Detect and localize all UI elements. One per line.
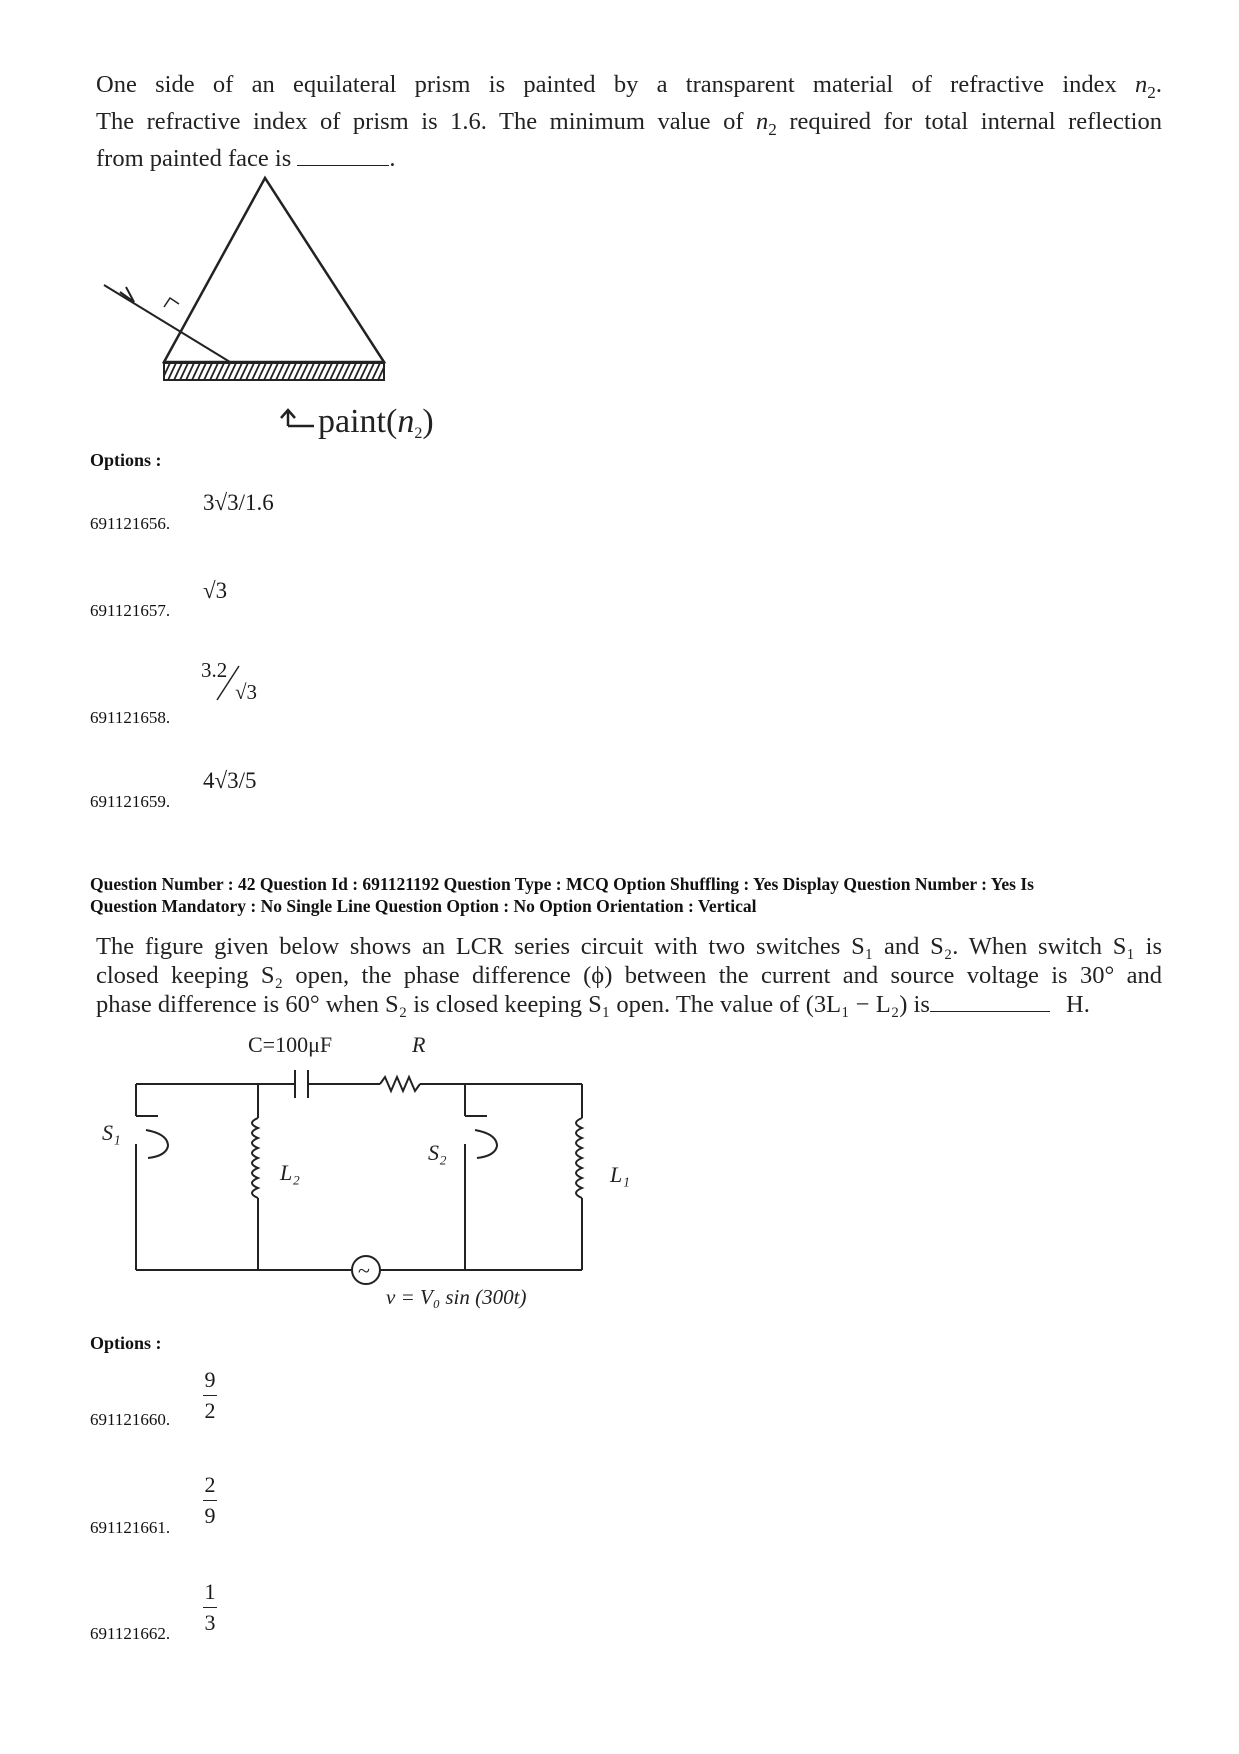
q42-option-3-id: 691121662. [90, 1624, 171, 1643]
l2-label: L₂ [280, 1160, 300, 1185]
q41-text [96, 70, 1162, 173]
q41-option-3-id: 691121658. [90, 708, 171, 727]
q41-option-1-value[interactable]: 3√3/1.6 [203, 490, 274, 515]
q41-options-label: Options : [90, 450, 162, 470]
q42-option-2-id: 691121661. [90, 1518, 171, 1537]
resistor [380, 1077, 420, 1091]
l1-label: L₁ [610, 1162, 630, 1187]
q42-line2: closed keeping S₂ open, the phase difference (ϕ) between the current and source voltage is 30° and [96, 962, 1162, 989]
q42-meta-line1: Question Number : 42 Question Id : 691121192 Question Type : MCQ Option Shuffling : Yes Display Question Number : Yes Is [90, 874, 1034, 894]
s2-switch [465, 1116, 497, 1158]
q42-option-1-num: 9 [204, 1367, 216, 1392]
q42-line3: phase difference is 60° when S₂ is closed keeping S₁ open. The value of (3L₁ − L₂) is H. [96, 991, 1090, 1018]
q42-option-3-value[interactable] [203, 1580, 217, 1635]
fraction-bar [203, 1500, 217, 1501]
l1-coil [576, 1118, 582, 1198]
answer-blank [930, 1011, 1050, 1012]
resistor-label: R [412, 1032, 426, 1057]
q42-option-1-id: 691121660. [90, 1410, 171, 1429]
s1-label: S₁ [102, 1120, 121, 1145]
source-label: v = V₀ sin (300t) [386, 1285, 527, 1309]
q42-text [96, 932, 1162, 1019]
q42-options-label: Options : [90, 1333, 162, 1353]
q42-option-2-value[interactable] [203, 1473, 217, 1528]
prism-triangle [164, 178, 384, 362]
q41-line3: from painted face is . [96, 144, 396, 172]
q41-option-3-num: 3.2 [201, 658, 228, 682]
q42-option-3-den: 3 [204, 1610, 216, 1635]
q41-option-2-id: 691121657. [90, 601, 171, 620]
paint-arrow-icon [281, 410, 314, 426]
q41-line2: The refractive index of prism is 1.6. The minimum value of $n_2$ required for total internal reflection [96, 107, 1162, 139]
painted-face [164, 363, 384, 380]
s1-switch [136, 1116, 168, 1158]
lcr-circuit [90, 1028, 650, 1328]
q42-option-2-den: 9 [204, 1503, 216, 1528]
q41-option-4-id: 691121659. [90, 792, 171, 811]
q41-option-4-value[interactable]: 4√3/5 [203, 768, 257, 793]
incident-ray [104, 285, 230, 362]
q42-option-3-num: 1 [204, 1579, 216, 1604]
q41-option-3-value[interactable] [201, 658, 271, 708]
fraction-bar [203, 1395, 217, 1396]
prism-figure [90, 170, 510, 450]
l2-coil [252, 1118, 258, 1198]
q41-line1: One side of an equilateral prism is painted by a transparent material of refractive index $n_2$. [96, 71, 1162, 102]
q42-meta [90, 873, 1190, 917]
q42-meta-line2: Question Mandatory : No Single Line Question Option : No Option Orientation : Vertical [90, 896, 757, 916]
ac-source-symbol: ~ [358, 1258, 370, 1283]
q41-option-3-den: √3 [235, 680, 258, 704]
s2-label: S₂ [428, 1140, 447, 1165]
right-angle-mark [164, 298, 179, 307]
q42-line1: The figure given below shows an LCR series circuit with two switches S₁ and S₂. When switch S₁ is [96, 933, 1162, 960]
paint-label: paint(n2) [318, 403, 434, 442]
capacitor-label: C=100μF [248, 1032, 333, 1057]
q41-option-1-id: 691121656. [90, 514, 171, 533]
q41-option-2-value[interactable]: √3 [203, 578, 228, 603]
q42-option-1-den: 2 [204, 1398, 216, 1423]
answer-blank [297, 165, 389, 166]
fraction-bar [203, 1607, 217, 1608]
q42-option-1-value[interactable] [203, 1368, 217, 1423]
q42-option-2-num: 2 [204, 1472, 216, 1497]
